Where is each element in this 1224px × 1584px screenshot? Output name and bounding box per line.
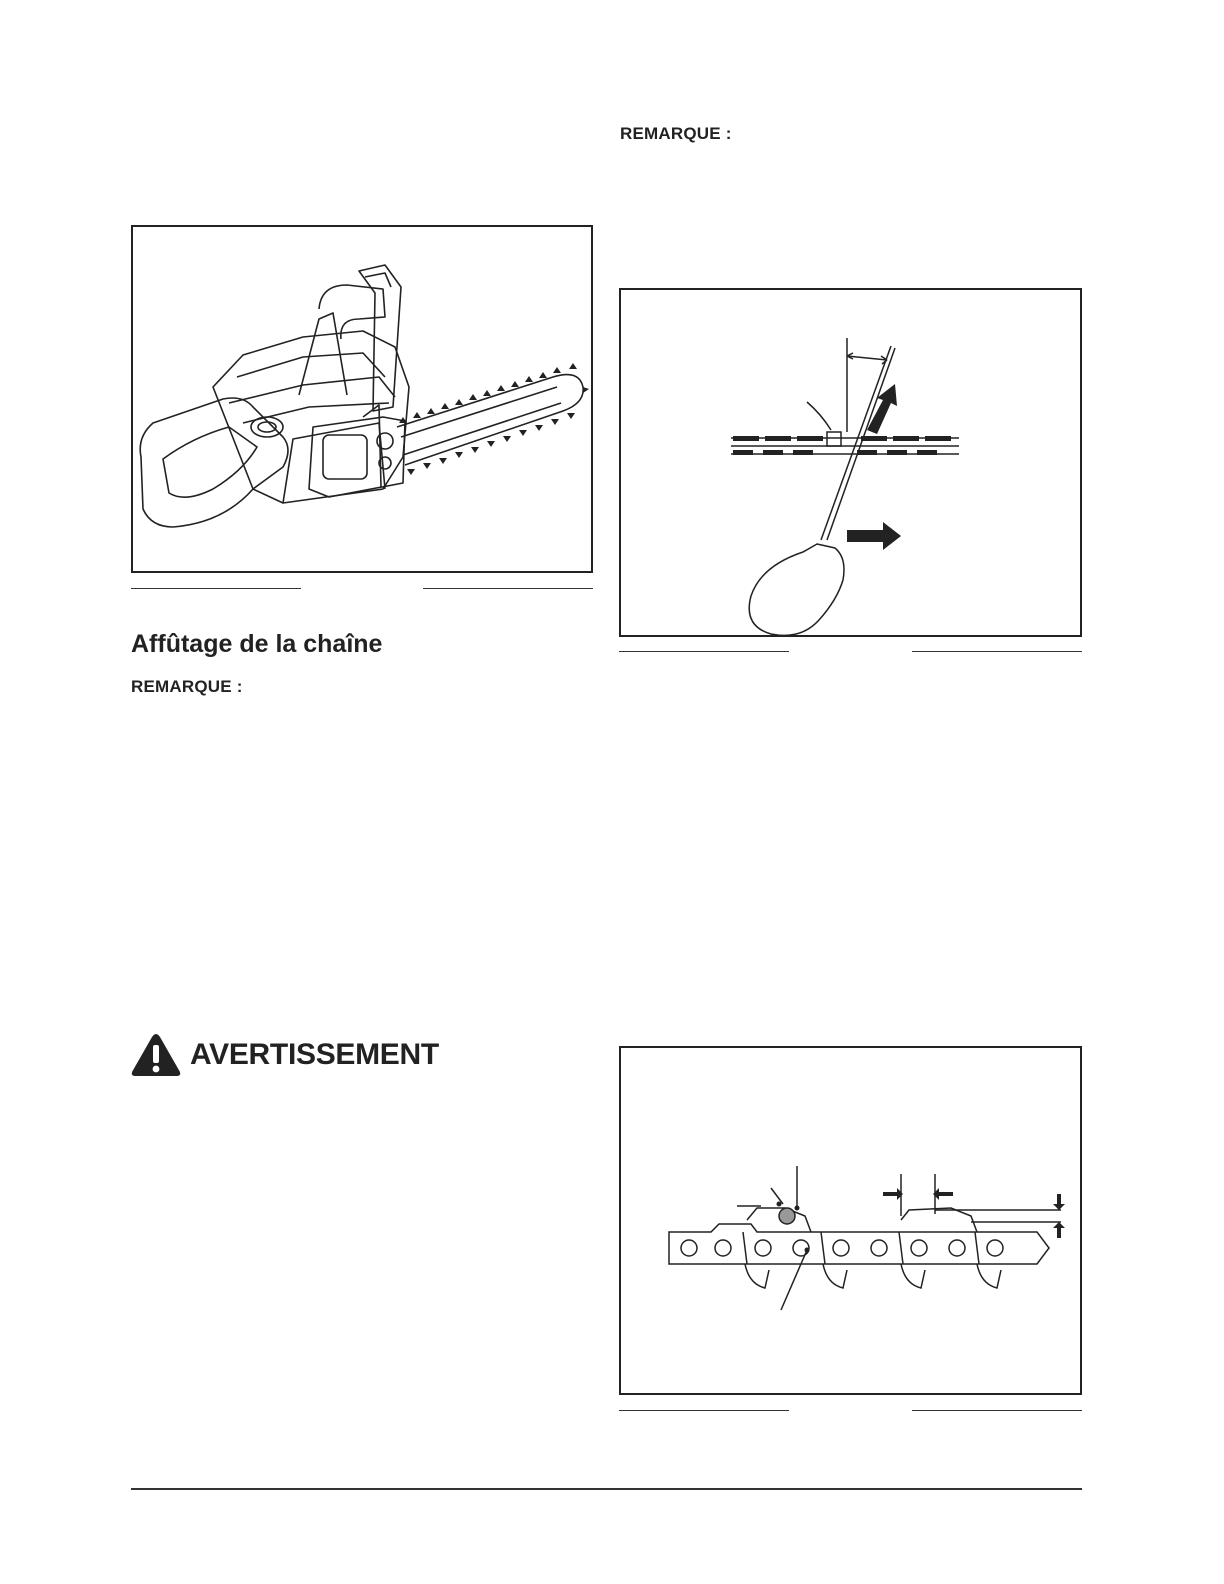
caption-rule-right-3 <box>912 1410 1082 1411</box>
caption-rule-right-2 <box>912 651 1082 652</box>
file-sharpening-icon <box>621 290 1080 635</box>
warning-label: AVERTISSEMENT <box>190 1038 439 1071</box>
cutter-detail-icon <box>621 1048 1080 1393</box>
caption-rule-right <box>423 588 593 589</box>
footer-rule <box>131 1488 1082 1490</box>
cutter-detail-figure <box>619 1046 1082 1395</box>
caption-rule-left-2 <box>619 651 789 652</box>
note-label-top-right: REMARQUE : <box>620 124 732 143</box>
chainsaw-icon <box>133 227 591 571</box>
warning-triangle-icon <box>130 1032 182 1078</box>
chainsaw-figure <box>131 225 593 573</box>
caption-rule-left <box>131 588 301 589</box>
warning-heading <box>130 1032 439 1078</box>
note-label-left: REMARQUE : <box>131 677 243 696</box>
caption-rule-left-3 <box>619 1410 789 1411</box>
section-title: Affûtage de la chaîne <box>131 630 383 658</box>
file-sharpening-figure <box>619 288 1082 637</box>
